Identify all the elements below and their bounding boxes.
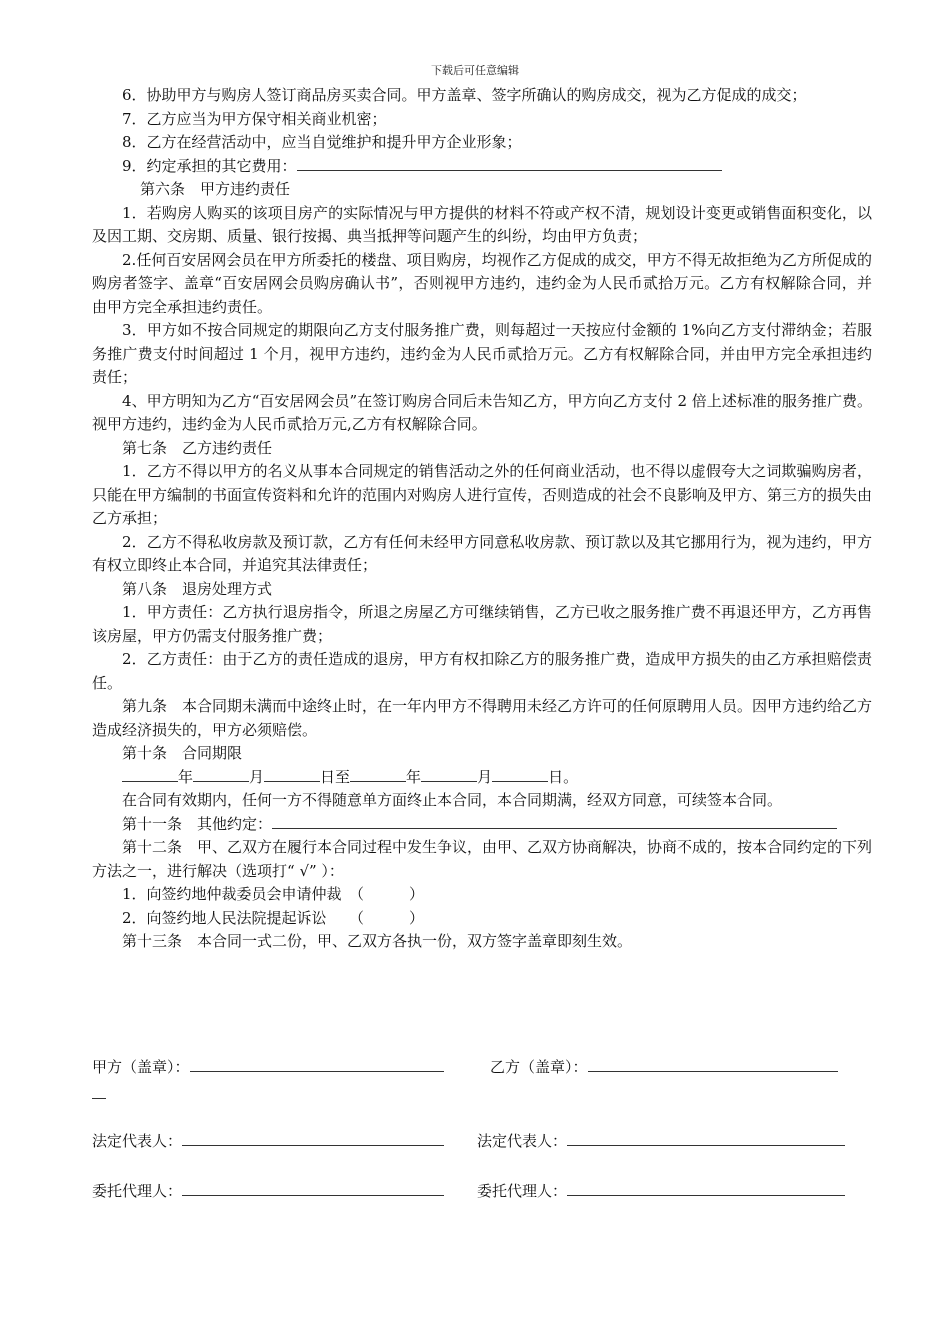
article-13: 第十三条 本合同一式二份，甲、乙双方各执一份，双方签字盖章即刻生效。 bbox=[122, 932, 633, 950]
start-month-blank[interactable] bbox=[193, 766, 249, 782]
start-day-blank[interactable] bbox=[264, 766, 320, 782]
article-8-item: 1．甲方责任：乙方执行退房指令，所退之房屋乙方可继续销售，乙方已收之服务推广费不再退还甲方，乙方再售该房屋，甲方仍需支付服务推广费； bbox=[92, 603, 872, 645]
party-b-seal-blank[interactable] bbox=[588, 1056, 838, 1072]
end-month-blank[interactable] bbox=[421, 766, 477, 782]
party-b-agent-blank[interactable] bbox=[567, 1180, 845, 1196]
clause-7: 7．乙方应当为甲方保守相关商业机密； bbox=[122, 109, 387, 128]
party-a-agent-blank[interactable] bbox=[182, 1180, 444, 1196]
article-10-text: 在合同有效期内，任何一方不得随意单方面终止本合同，本合同期满，经双方同意，可续签本合同。 bbox=[122, 791, 783, 809]
party-b-seal: 乙方（盖章）： bbox=[490, 1056, 838, 1080]
legal-rep-row bbox=[92, 1130, 872, 1154]
party-a-agent: 委托代理人： bbox=[92, 1180, 444, 1204]
dispute-option-arbitration[interactable]: 1．向签约地仲裁委员会申请仲裁 （ ） bbox=[122, 885, 425, 903]
article-6-item: 3．甲方如不按合同规定的期限向乙方支付服务推广费，则每超过一天按应付金额的 1%向乙方支付滞纳金；若服务推广费支付时间超过 1 个月，视甲方违约，违约金为人民币贰拾万元。乙方有权解除合同，并由甲方完全承担违约责任； bbox=[92, 321, 872, 386]
other-fees-blank[interactable] bbox=[297, 155, 722, 171]
party-b-legal-rep-blank[interactable] bbox=[567, 1130, 845, 1146]
party-a-seal-blank[interactable] bbox=[190, 1056, 444, 1072]
article-9: 第九条 本合同期未满而中途终止时，在一年内甲方不得聘用未经乙方许可的任何原聘用人员。因甲方违约给乙方造成经济损失的，甲方必须赔偿。 bbox=[92, 697, 873, 739]
clause-9 bbox=[92, 155, 872, 179]
party-b-agent: 委托代理人： bbox=[477, 1180, 845, 1204]
contract-term-line: 年 月 日至 年 月 日。 bbox=[92, 766, 872, 790]
wrapped-underline bbox=[92, 1098, 106, 1099]
dispute-option-court[interactable]: 2．向签约地人民法院提起诉讼 （ ） bbox=[122, 908, 425, 927]
end-day-blank[interactable] bbox=[492, 766, 548, 782]
other-agreement-blank[interactable] bbox=[272, 813, 837, 829]
end-year-blank[interactable] bbox=[350, 766, 406, 782]
clause-6: 6．协助甲方与购房人签订商品房买卖合同。甲方盖章、签字所确认的购房成交，视为乙方促成的成交； bbox=[122, 86, 807, 104]
seal-row bbox=[92, 1056, 872, 1080]
article-7-item: 1．乙方不得以甲方的名义从事本合同规定的销售活动之外的任何商业活动，也不得以虚假夸大之词欺骗购房者，只能在甲方编制的书面宣传资料和允许的范围内对购房人进行宣传，否则造成的社会不良影响及甲方、第三方的损失由乙方承担； bbox=[92, 462, 873, 527]
clause-9-text: 9．约定承担的其它费用： bbox=[122, 156, 297, 175]
article-6-item: 1．若购房人购买的该项目房产的实际情况与甲方提供的材料不符或产权不清，规划设计变更或销售面积变化，以及因工期、交房期、质量、银行按揭、典当抵押等问题产生的纠纷，均由甲方负责； bbox=[92, 203, 872, 245]
party-a-seal: 甲方（盖章）： bbox=[92, 1056, 444, 1080]
contract-body bbox=[92, 84, 872, 954]
article-11: 第十一条 其他约定： bbox=[92, 813, 872, 837]
agent-row bbox=[92, 1180, 872, 1204]
party-a-legal-rep-blank[interactable] bbox=[182, 1130, 444, 1146]
article-6-item: 2.任何百安居网会员在甲方所委托的楼盘、项目购房，均视作乙方促成的成交，甲方不得无故拒绝为乙方所促成的购房者签字、盖章“百安居网会员购房确认书”，否则视甲方违约，违约金为人民币贰拾万元。乙方有权解除合同，并由甲方完全承担违约责任。 bbox=[92, 250, 872, 316]
article-12: 第十二条 甲、乙双方在履行本合同过程中发生争议，由甲、乙双方协商解决，协商不成的，按本合同约定的下列方法之一，进行解决（选项打“ √” ）： bbox=[92, 838, 873, 880]
party-b-legal-rep: 法定代表人： bbox=[477, 1130, 845, 1154]
article-6-item: 4、甲方明知为乙方“百安居网会员”在签订购房合同后未告知乙方，甲方向乙方支付 2 倍上述标准的服务推广费。视甲方违约，违约金为人民币贰拾万元,乙方有权解除合同。 bbox=[92, 391, 872, 433]
article-8-item: 2．乙方责任：由于乙方的责任造成的退房，甲方有权扣除乙方的服务推广费，造成甲方损失的由乙方承担赔偿责任。 bbox=[92, 650, 872, 692]
party-a-legal-rep: 法定代表人： bbox=[92, 1130, 444, 1154]
start-year-blank[interactable] bbox=[122, 766, 178, 782]
article-10-heading: 第十条 合同期限 bbox=[122, 744, 243, 762]
page-header: 下载后可任意编辑 bbox=[431, 64, 519, 77]
article-8-heading: 第八条 退房处理方式 bbox=[122, 579, 273, 598]
clause-8: 8．乙方在经营活动中，应当自觉维护和提升甲方企业形象； bbox=[122, 133, 522, 151]
article-7-item: 2．乙方不得私收房款及预订款，乙方有任何未经甲方同意私收房款、预订款以及其它挪用行为，视为违约，甲方有权立即终止本合同，并追究其法律责任； bbox=[92, 532, 872, 574]
article-6-heading: 第六条 甲方违约责任 bbox=[140, 180, 291, 198]
article-7-heading: 第七条 乙方违约责任 bbox=[122, 438, 273, 457]
